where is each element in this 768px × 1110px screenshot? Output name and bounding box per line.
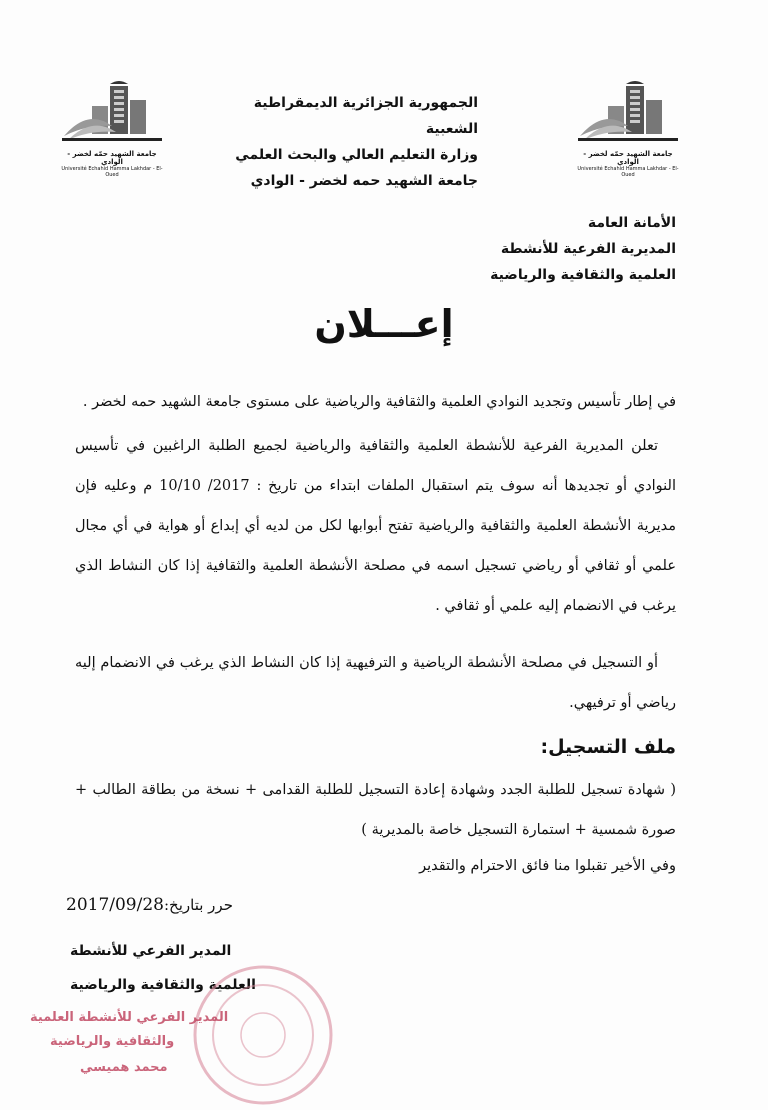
stamp-signatory-name: محمد هميسي	[80, 1060, 168, 1075]
stamp-line-2: والثقافية والرياضية	[50, 1034, 175, 1049]
intro-paragraph: في إطار تأسيس وتجديد النوادي العلمية والثقافية والرياضية على مستوى جامعة الشهيد حمه لخضر .	[82, 394, 676, 410]
ministry-name: وزارة التعليم العالي والبحث العلمي	[235, 147, 478, 163]
university-logo-right	[574, 78, 682, 176]
main-paragraph: تعلن المديرية الفرعية للأنشطة العلمية والثقافية والرياضية لجميع الطلبة الراغبين في تأسيس النوادي أو تجديدها أنه سوف يتم استقبال الملفات ابتداء من تاريخ : 2017/ 10/10 م وعليه فإن مديرية الأنشطة العلمية والثقافية والرياضية تفتح أبوابها لكل من لديه أي إبداع أو هواية في أي مجال علمي أو ثقافي أو رياضي تسجيل اسمه في مصلحة الأنشطة العلمية والثقافية إذا كان النشاط الذي يرغب في الانضمام إليه علمي أو ثقافي .	[75, 438, 676, 614]
university-name: جامعة الشهيد حمه لخضر - الوادي	[250, 173, 478, 189]
official-seal-icon	[188, 960, 338, 1110]
director-domain: العلمية والثقافية والرياضية	[70, 977, 256, 993]
logo-caption-latin: Université Echahid Hamma Lakhdar - El-Oued	[577, 166, 679, 178]
letterhead	[210, 90, 478, 194]
registration-file-heading: ملف التسجيل:	[540, 736, 676, 758]
university-logo-left	[58, 78, 166, 176]
issue-date-value: 2017/09/28	[66, 895, 164, 915]
republic-name: الجمهورية الجزائرية الديمقراطية الشعبية	[253, 95, 478, 137]
sports-paragraph: أو التسجيل في مصلحة الأنشطة الرياضية و الترفيهية إذا كان النشاط الذي يرغب في الانضمام إليه رياضي أو ترفيهي.	[75, 655, 676, 711]
general-secretariat: الأمانة العامة	[587, 215, 676, 231]
university-building-icon	[574, 78, 682, 150]
issue-date-label: حرر بتاريخ:	[163, 896, 233, 914]
registration-file-contents: ( شهادة تسجيل للطلبة الجدد وشهادة إعادة التسجيل للطلبة القدامى + نسخة من بطاقة الطالب + صورة شمسية + استمارة التسجيل خاصة بالمديرية )	[75, 782, 676, 838]
issue-date	[66, 895, 233, 915]
logo-caption-arabic: جامعة الشهيد حمّه لخضر - الوادي	[67, 150, 157, 166]
logo-caption-latin: Université Echahid Hamma Lakhdar - El-Oued	[61, 166, 163, 178]
sub-directorate: المديرية الفرعية للأنشطة	[500, 241, 676, 257]
sub-directorate-domain: العلمية والثقافية والرياضية	[490, 267, 676, 283]
director-title: المدير الفرعي للأنشطة	[70, 943, 232, 959]
university-building-icon	[58, 78, 166, 150]
stamp-line-1: المدير الفرعي للأنشطة العلمية	[30, 1010, 229, 1025]
logo-caption-arabic: جامعة الشهيد حمّه لخضر - الوادي	[583, 150, 673, 166]
issuing-department	[490, 210, 676, 288]
page-title: إعـــلان	[314, 302, 454, 346]
closing-line: وفي الأخير تقبلوا منا فائق الاحترام والتقدير	[419, 858, 676, 874]
